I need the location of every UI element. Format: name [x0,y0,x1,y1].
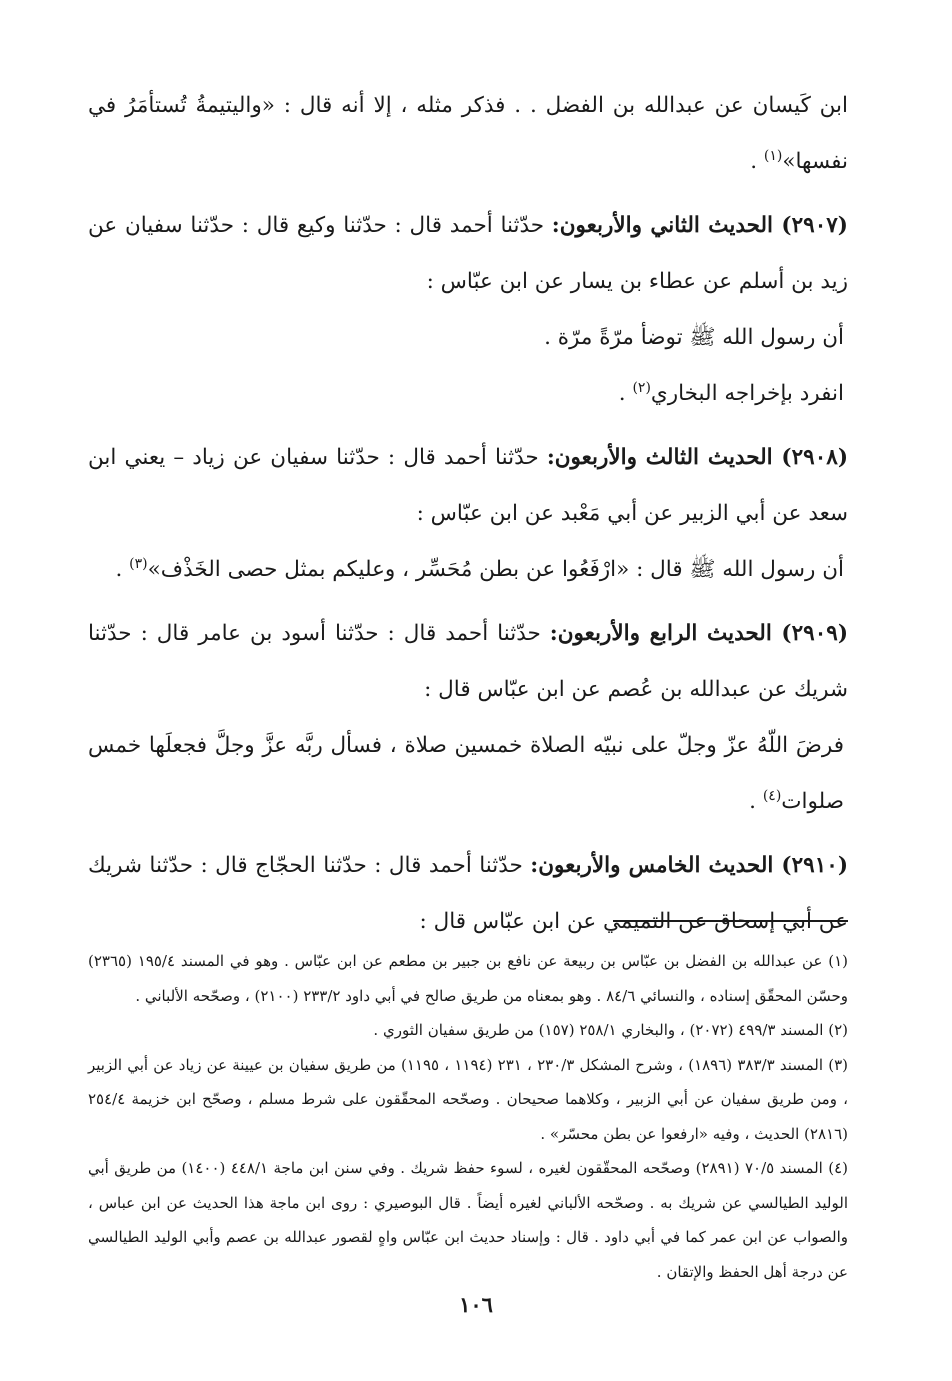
punctuation: . [115,557,130,582]
matn-text: فرضَ اللّهُ عزّ وجلّ على نبيّه الصلاة خمسين صلاة ، فسأل ربَّه عزَّ وجلَّ فجعلَها خمس صلوات [88,733,844,814]
hadith-2907 [88,198,848,310]
hadith-isnad: حدّثنا أحمد قال : حدّثنا أسود بن عامر قال : حدّثنا شريك عن عبدالله بن عُصم عن ابن عبّاس قال : [88,621,848,702]
hadith-heading: (٢٩١٠) الحديث الخامس والأربعون: [530,853,848,878]
punctuation: . [618,381,633,406]
footnote-4: (٤) المسند ٧٠/٥ (٢٨٩١) وصحّحه المحقّقون لغيره ، لسوء حفظ شريك . وفي سنن ابن ماجة ٤٤٨/١ (١٤٠٠) من طريق أبي الوليد الطيالسي عن شريك به . وصحّحه الألباني لغيره أيضاً . قال البوصيري : روى ابن ماجة هذا الحديث عن ابن عباس ، والصواب عن ابن عمر كما في أبي داود . قال : وإسناد حديث ابن عبّاس واهٍ لقصور عبدالله بن عصم وأبي الوليد الطيالسي عن درجة أهل الحفظ والإتقان . [88,1159,848,1281]
footnote-3: (٣) المسند ٣٨٣/٣ (١٨٩٦) ، وشرح المشكل ٢٣٠/٣ ، ٢٣١ (١١٩٤ ، ١١٩٥) من طريق سفيان بن عيينة عن زياد عن أبي الزبير ، ومن طريق سفيان عن أبي الزبير ، وكلاهما صحيحان . وصحّحه المحقّقون على شرط مسلم ، وصحّح ابن خزيمة ٢٥٤/٤ (٢٨١٦) الحديث ، وفيه «ارفعوا عن بطن محسّر» . [88,1055,849,1143]
hadith-heading: (٢٩٠٩) الحديث الرابع والأربعون: [549,621,848,646]
footnote-ref: (٣) [129,555,148,572]
footnote-1: (١) عن عبدالله بن الفضل بن عبّاس بن ربيعة عن نافع بن جبير بن مطعم عن ابن عبّاس . وهو في المسند ١٩٥/٤ (٢٣٦٥) وحسّن المحقّق إسناده ، والنسائي ٨٤/٦ . وهو بمعناه من طريق صالح في أبي داود ٢٣٣/٢ (٢١٠٠) ، وصحّحه الألباني . [88,952,848,1005]
footnotes [88,944,848,1289]
footnote-ref: (٢) [632,379,651,396]
hadith-takhrij [88,366,848,422]
hadith-2910 [88,838,848,950]
paragraph-continuation [88,78,848,190]
hadith-matn [88,718,848,830]
footnote-2: (٢) المسند ٤٩٩/٣ (٢٠٧٢) ، والبخاري ٢٥٨/١ (١٥٧) من طريق سفيان الثوري . [373,1021,848,1039]
takhrij-text: انفرد بإخراجه البخاري [650,381,844,406]
hadith-isnad: حدّثنا أحمد قال : حدّثنا سفيان عن زياد – يعني ابن سعد عن أبي الزبير عن أبي مَعْبد عن ابن عبّاس : [88,445,848,526]
hadith-heading: (٢٩٠٧) الحديث الثاني والأربعون: [551,213,848,238]
matn-text: أن رسول الله ﷺ قال : «ارْفَعُوا عن بطن مُحَسِّر ، وعليكم بمثل حصى الخَذْف» [147,557,844,582]
hadith-isnad: حدّثنا أحمد قال : حدّثنا وكيع قال : حدّثنا سفيان عن زيد بن أسلم عن عطاء بن يسار عن ابن عبّاس : [88,213,848,294]
hadith-heading: (٢٩٠٨) الحديث الثالث والأربعون: [546,445,848,470]
page-number: ١٠٦ [459,1292,493,1317]
hadith-matn: أن رسول الله ﷺ توضأ مرّةً مرّة . [544,325,844,350]
footnote-divider [613,920,848,922]
hadith-isnad: حدّثنا أحمد قال : حدّثنا الحجّاج قال : حدّثنا شريك عن أبي إسحاق عن التميمي عن ابن عبّاس قال : [88,853,848,934]
book-page [88,78,849,1281]
hadith-2908 [88,430,848,542]
punctuation: . [749,789,763,814]
main-text [88,78,848,950]
footnote-ref: (٤) [762,787,782,804]
footnote-ref: (١) [763,147,783,164]
paragraph-text: ابن كَيسان عن عبدالله بن الفضل . . فذكر مثله ، إلا أنه قال : «واليتيمةُ تُستأمَرُ في نفسها» [88,93,848,174]
hadith-2909 [88,606,848,718]
punctuation: . [750,149,764,174]
hadith-matn [88,542,848,598]
